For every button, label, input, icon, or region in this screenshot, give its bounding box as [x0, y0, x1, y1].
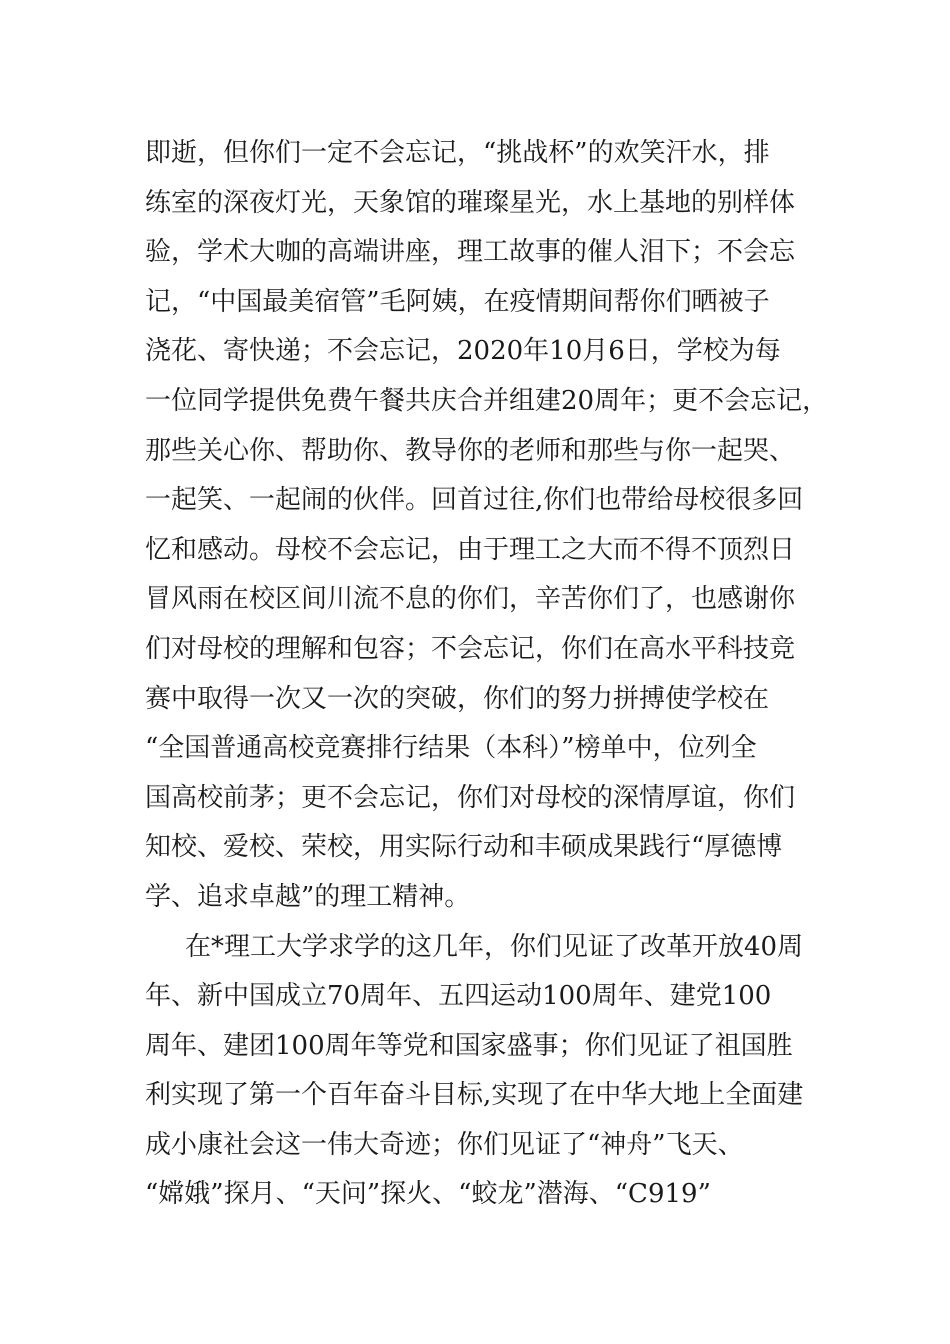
text-line: 冒风雨在校区间川流不息的你们，辛苦你们了，也感谢你 [145, 584, 796, 615]
text-line: 验，学术大咖的高端讲座，理工故事的催人泪下；不会忘 [145, 237, 796, 268]
text-line: 利实现了第一个百年奋斗目标,实现了在中华大地上全面建 [145, 1080, 804, 1111]
text-line: 忆和感动。母校不会忘记，由于理工之大而不得不顶烈日 [145, 534, 796, 565]
text-line: 那些关心你、帮助你、教导你的老师和那些与你一起哭、 [145, 435, 796, 466]
paragraph-start-line: 在*理工大学求学的这几年，你们见证了改革开放40周 [185, 931, 804, 962]
text-line: 赛中取得一次又一次的突破，你们的努力拼搏使学校在 [145, 683, 770, 714]
text-line: 知校、爱校、荣校，用实际行动和丰硕成果践行“厚德博 [145, 832, 783, 863]
text-line: 即逝，但你们一定不会忘记，“挑战杯”的欢笑汗水，排 [145, 138, 770, 168]
text-line: 国高校前茅；更不会忘记，你们对母校的深情厚谊，你们 [145, 782, 796, 813]
text-line: 记，“中国最美宿管”毛阿姨，在疫情期间帮你们晒被子 [145, 286, 770, 317]
text-line: 们对母校的理解和包容；不会忘记，你们在高水平科技竞 [145, 633, 796, 664]
text-line: 浇花、寄快递；不会忘记，2020年10月6日，学校为每 [145, 336, 781, 367]
text-line: 成小康社会这一伟大奇迹；你们见证了“神舟”飞天、 [145, 1129, 744, 1160]
text-line: “全国普通高校竞赛排行结果（本科）”榜单中，位列全 [145, 733, 757, 764]
text-line: 一起笑、一起闹的伙伴。回首过往,你们也带给母校很多回 [145, 485, 804, 516]
text-line: 学、追求卓越”的理工精神。 [145, 881, 471, 912]
text-line: 练室的深夜灯光，天象馆的璀璨星光，水上基地的别样体 [145, 187, 796, 218]
text-line: “嫦娥”探月、“天问”探火、“蛟龙”潜海、“C919” [145, 1179, 711, 1210]
text-line: 一位同学提供免费午餐共庆合并组建20周年；更不会忘记， [145, 385, 829, 416]
text-line: 年、新中国成立70周年、五四运动100周年、建党100 [145, 981, 772, 1012]
text-line: 周年、建团100周年等党和国家盛事；你们见证了祖国胜 [145, 1030, 793, 1061]
body-text [145, 133, 829, 1224]
